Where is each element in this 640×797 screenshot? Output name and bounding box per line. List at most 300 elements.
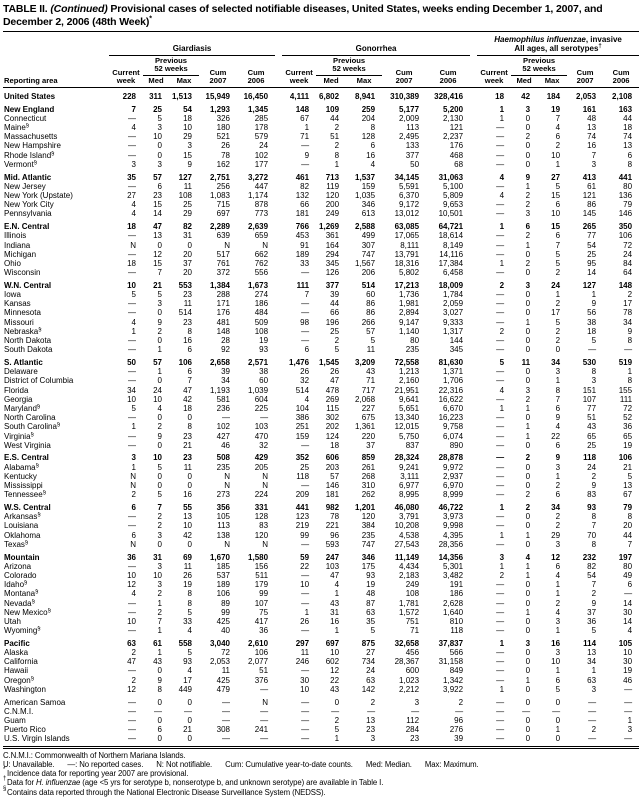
value-cell: 662 [254, 249, 269, 259]
value-cell: 10 [300, 580, 310, 590]
value-cell: 1,537 [355, 172, 376, 182]
value-cell: 14,116 [439, 249, 464, 259]
value-cell: 19 [183, 580, 192, 590]
value-cell: 0 [525, 413, 531, 423]
value-cell: 11 [300, 648, 310, 658]
column-spacer [275, 599, 282, 608]
value-cell: 3 [525, 385, 531, 395]
value-cell: 138 [216, 530, 230, 540]
value-cell: 0 [334, 697, 340, 707]
value-cell: 0 [525, 684, 531, 694]
value-cell: 220 [361, 431, 376, 441]
value-cell: 297 [295, 638, 310, 648]
value-cell: 0 [187, 471, 192, 481]
value-cell: 3 [131, 159, 136, 169]
value-cell: 177 [254, 159, 269, 169]
value-cell: 3 [627, 725, 633, 735]
value-cell: 136 [618, 191, 633, 200]
value-cell: 537 [216, 570, 230, 580]
value-cell: 33 [300, 258, 310, 268]
value-cell: — [301, 570, 310, 580]
value-cell: 0 [525, 521, 531, 531]
value-cell: 219 [295, 521, 310, 531]
column-spacer [470, 512, 477, 521]
value-cell: 26 [300, 616, 310, 626]
value-cell: 43 [366, 367, 376, 377]
value-cell: 3 [131, 453, 136, 463]
value-cell: 16 [366, 150, 376, 160]
value-cell: — [301, 666, 310, 676]
reporting-area-cell: Maine§ [4, 123, 30, 133]
value-cell: 481 [216, 317, 230, 327]
column-spacer [470, 694, 477, 707]
value-cell: — [128, 598, 136, 608]
table-row [3, 716, 639, 725]
value-cell: 1 [525, 240, 531, 250]
value-cell: 108 [405, 589, 420, 599]
value-cell: 51 [587, 413, 597, 423]
value-cell: — [128, 666, 136, 676]
value-cell: 1,083 [209, 191, 230, 200]
value-cell: 1,201 [355, 503, 376, 512]
value-cell: 1 [591, 666, 597, 676]
value-cell: 2 [157, 422, 162, 432]
column-spacer [470, 277, 477, 290]
column-spacer [275, 531, 282, 540]
value-cell: 20 [183, 268, 192, 278]
column-spacer [275, 114, 282, 123]
footnote-cnmi: C.N.M.I.: Commonwealth of Northern Mariana Islands. [3, 750, 186, 760]
value-cell: N [262, 697, 269, 707]
value-cell: — [128, 440, 136, 450]
value-cell: — [128, 431, 136, 441]
reporting-area-cell: Alabama§ [4, 462, 39, 472]
value-cell: N [130, 240, 136, 250]
table-row [3, 589, 639, 598]
value-cell: 2,937 [443, 471, 464, 481]
value-cell: 80 [410, 336, 420, 346]
value-cell: 1 [555, 159, 561, 169]
value-cell: — [128, 231, 136, 241]
value-cell: 206 [361, 268, 376, 278]
value-cell: 11 [183, 462, 192, 472]
table-row [3, 318, 639, 327]
value-cell: 553 [178, 280, 192, 290]
value-cell: 48 [366, 589, 376, 599]
value-cell: 16,622 [438, 394, 464, 404]
column-spacer [275, 299, 282, 308]
value-cell: 23 [183, 453, 192, 463]
value-cell: 10 [153, 132, 162, 142]
value-cell: 1,269 [319, 222, 340, 232]
value-cell: 1 [499, 561, 505, 571]
value-cell: 2 [525, 503, 531, 512]
value-cell: 2,610 [248, 638, 269, 648]
table-row [3, 626, 639, 635]
value-cell: — [588, 706, 597, 716]
value-cell: 49 [623, 570, 633, 580]
value-cell: 7 [157, 616, 162, 626]
reporting-area-cell: C.N.M.I. [4, 706, 34, 716]
value-cell: 26 [183, 570, 192, 580]
value-cell: 0 [157, 715, 162, 725]
value-cell: 86 [587, 200, 597, 210]
value-cell: 18 [495, 91, 505, 101]
value-cell: 27 [127, 191, 136, 200]
value-cell: 1 [525, 317, 531, 327]
value-cell: 1,572 [399, 607, 420, 617]
value-cell: 478 [325, 385, 340, 395]
value-cell: 581 [216, 394, 230, 404]
value-cell: 849 [449, 666, 464, 676]
column-spacer [470, 626, 477, 635]
table-row [3, 101, 639, 114]
value-cell: 558 [178, 638, 192, 648]
value-cell: 9,641 [399, 394, 420, 404]
value-cell: 70 [587, 530, 597, 540]
value-cell: — [260, 706, 269, 716]
column-spacer [470, 101, 477, 114]
value-cell: 0 [157, 539, 162, 549]
value-cell: 118 [296, 471, 310, 481]
value-cell: 132 [295, 191, 310, 200]
value-cell: 106 [178, 357, 192, 367]
value-cell: 0 [525, 336, 531, 346]
value-cell: 417 [254, 616, 269, 626]
column-spacer [275, 413, 282, 422]
value-cell: 13 [183, 512, 192, 522]
value-cell: 3 [555, 462, 561, 472]
table-row [3, 481, 639, 490]
value-cell: 268 [361, 471, 376, 481]
value-cell: 9 [555, 453, 561, 463]
value-cell: — [128, 268, 136, 278]
value-cell: 2 [157, 326, 162, 336]
value-cell: 470 [254, 431, 269, 441]
value-cell: 13,012 [394, 209, 420, 219]
value-cell: 164 [325, 240, 340, 250]
value-cell: 40 [221, 626, 230, 636]
value-cell: — [496, 607, 505, 617]
value-cell: 0 [525, 512, 531, 522]
value-cell: 21 [183, 440, 192, 450]
value-cell: 0 [525, 141, 531, 151]
value-cell: 19 [551, 104, 561, 114]
value-cell: 2 [591, 725, 597, 735]
value-cell: 74 [587, 132, 597, 142]
value-cell: 1 [316, 734, 346, 747]
value-cell: 51 [259, 666, 269, 676]
column-spacer [275, 327, 282, 336]
value-cell: 10 [153, 394, 162, 404]
value-cell: — [567, 734, 603, 747]
value-cell: — [496, 481, 505, 491]
reporting-area-cell: Wyoming§ [4, 626, 41, 636]
value-cell: — [128, 150, 136, 160]
value-cell: 6 [187, 345, 192, 355]
value-cell: 35 [127, 172, 136, 182]
value-cell: 2,212 [399, 684, 420, 694]
value-cell: — [496, 715, 505, 725]
table-row [3, 290, 639, 299]
value-cell: 0 [157, 440, 162, 450]
table-row [3, 308, 639, 317]
value-cell: 34 [551, 503, 561, 512]
value-cell: 14 [587, 268, 597, 278]
value-cell: — [624, 589, 633, 599]
value-cell: 29 [183, 132, 192, 142]
value-cell: 39 [330, 290, 340, 300]
value-cell: 67 [623, 490, 633, 500]
value-cell: 331 [254, 503, 269, 512]
value-cell: 82 [300, 181, 310, 191]
column-spacer [470, 160, 477, 169]
value-cell: 453 [295, 231, 310, 241]
value-cell: 111 [619, 394, 633, 404]
value-cell: 2 [525, 132, 531, 142]
value-cell: 5 [555, 181, 561, 191]
value-cell: 34 [623, 317, 633, 327]
value-cell: — [624, 684, 633, 694]
value-cell: 1 [499, 638, 505, 648]
value-cell: 1 [157, 345, 162, 355]
value-cell: 1 [555, 580, 561, 590]
value-cell: 24 [366, 666, 376, 676]
col-header-current-week: Current week [282, 55, 316, 88]
value-cell: 3,272 [248, 172, 269, 182]
title-text: Provisional cases of selected notifiable diseases, United States, weeks ending December 1, 2007, and December 2, 2006 (48th Week) [3, 3, 603, 28]
table-row [3, 571, 639, 580]
value-cell: N [262, 240, 269, 250]
value-cell: 28 [221, 336, 230, 346]
value-cell: 68 [454, 159, 464, 169]
value-cell: 0 [525, 123, 531, 133]
value-cell: 0 [525, 648, 531, 658]
value-cell: 1 [499, 113, 505, 123]
value-cell: 713 [325, 172, 340, 182]
reporting-area-cell: Florida [4, 385, 29, 395]
value-cell: 25 [587, 249, 597, 259]
value-cell: 2,068 [355, 394, 376, 404]
column-spacer [470, 734, 477, 747]
value-cell: 302 [325, 413, 340, 423]
value-cell: 24 [623, 249, 633, 259]
value-cell: — [624, 345, 633, 355]
value-cell: 13 [587, 648, 597, 658]
table-row [3, 169, 639, 182]
value-cell: 5,651 [399, 403, 420, 413]
value-cell: 9 [157, 675, 162, 685]
value-cell: 352 [295, 453, 310, 463]
value-cell: 57 [153, 172, 162, 182]
value-cell: — [260, 684, 269, 694]
value-cell: 5 [555, 258, 561, 268]
value-cell: 0 [187, 481, 192, 491]
value-cell: 7 [187, 376, 192, 386]
value-cell: 0 [157, 308, 162, 318]
value-cell: 310,389 [390, 91, 420, 101]
value-cell: 13 [366, 715, 376, 725]
column-spacer [470, 376, 477, 385]
value-cell: — [496, 453, 505, 463]
column-spacer [275, 367, 282, 376]
reporting-area-cell: Indiana [4, 240, 31, 250]
column-spacer [275, 512, 282, 521]
column-spacer [275, 318, 282, 327]
value-cell: 5,177 [399, 104, 420, 114]
value-cell: 14 [623, 598, 633, 608]
value-cell: 1 [555, 666, 561, 676]
reporting-area-cell: Nevada§ [4, 598, 35, 608]
value-cell: 16 [183, 490, 192, 500]
value-cell: 127 [178, 172, 192, 182]
value-cell: 23 [382, 734, 426, 747]
value-cell: 93 [259, 345, 269, 355]
value-cell: 449 [178, 684, 192, 694]
value-cell: 66 [330, 308, 340, 318]
column-spacer [275, 472, 282, 481]
table-title [3, 3, 638, 28]
column-spacer [470, 395, 477, 404]
value-cell: 27 [551, 172, 561, 182]
value-cell: 34 [551, 357, 561, 367]
value-cell: 32 [300, 376, 310, 386]
value-cell: 16 [587, 141, 597, 151]
value-cell: 2,495 [399, 132, 420, 142]
value-cell: 7 [591, 150, 597, 160]
value-cell: 102 [254, 150, 269, 160]
reporting-area-cell: United States [4, 91, 56, 101]
value-cell: 5 [157, 290, 162, 300]
column-spacer [275, 151, 282, 160]
value-cell: — [496, 317, 505, 327]
reporting-area-cell: New Hampshire [4, 141, 61, 151]
value-cell: 4 [131, 123, 136, 133]
value-cell: 163 [618, 104, 633, 114]
value-cell: 10 [127, 280, 136, 290]
value-cell: 120 [325, 191, 340, 200]
value-cell: 63 [366, 675, 376, 685]
value-cell: 9 [157, 431, 162, 441]
value-cell: 5 [555, 249, 561, 259]
column-spacer [275, 648, 282, 657]
value-cell: 441 [618, 172, 633, 182]
value-cell: 447 [254, 181, 269, 191]
value-cell: — [128, 336, 136, 346]
value-cell: 124 [325, 431, 340, 441]
value-cell: 376 [254, 675, 269, 685]
value-cell: 0 [525, 539, 531, 549]
value-cell: 99 [300, 530, 310, 540]
value-cell: 72 [623, 240, 633, 250]
value-cell: 429 [254, 453, 269, 463]
value-cell: 1,781 [399, 598, 420, 608]
column-spacer [470, 219, 477, 232]
value-cell: 59 [300, 552, 310, 562]
column-spacer [275, 463, 282, 472]
value-cell: 4 [525, 552, 531, 562]
column-spacer [275, 395, 282, 404]
value-cell: 13 [153, 231, 162, 241]
value-cell: 13 [587, 123, 597, 133]
value-cell: 1 [525, 181, 531, 191]
value-cell: 717 [361, 385, 376, 395]
value-cell: 84 [623, 258, 633, 268]
reporting-area-cell: Nebraska§ [4, 326, 42, 336]
value-cell: 1 [555, 471, 561, 481]
value-cell: 18 [587, 326, 597, 336]
column-spacer [275, 88, 282, 101]
reporting-area-cell: Utah [4, 616, 21, 626]
value-cell: 98 [300, 317, 310, 327]
value-cell: 1,140 [399, 326, 420, 336]
value-cell: — [301, 326, 310, 336]
value-cell: 6,458 [443, 268, 464, 278]
column-spacer [275, 549, 282, 562]
column-spacer [470, 481, 477, 490]
value-cell: 9 [157, 317, 162, 327]
value-cell: 103 [254, 422, 269, 432]
reporting-area-cell: Pennsylvania [4, 209, 52, 219]
reporting-area-cell: Pacific [4, 638, 30, 648]
value-cell: 23 [153, 191, 162, 200]
column-spacer [275, 259, 282, 268]
column-spacer [470, 250, 477, 259]
value-cell: 18 [127, 222, 136, 232]
value-cell: 1 [499, 684, 505, 694]
value-cell: 221 [325, 521, 340, 531]
value-cell: 34 [587, 657, 597, 667]
reporting-area-cell: Colorado [4, 570, 37, 580]
value-cell: 5 [187, 648, 192, 658]
value-cell: 113 [217, 521, 230, 531]
value-cell: — [128, 345, 136, 355]
value-cell: 1,706 [443, 376, 464, 386]
column-spacer [470, 472, 477, 481]
value-cell: — [301, 626, 310, 636]
reporting-area-cell: Alaska [4, 648, 29, 658]
table-row [3, 376, 639, 385]
value-cell: 6 [131, 503, 136, 512]
table-row [3, 268, 639, 277]
value-cell: 5 [131, 403, 136, 413]
table-row [3, 413, 639, 422]
table-row [3, 580, 639, 589]
value-cell: — [552, 706, 561, 716]
table-row [3, 386, 639, 395]
value-cell: 28,356 [438, 539, 464, 549]
value-cell: 77 [587, 403, 597, 413]
value-cell: 26 [330, 367, 340, 377]
value-cell: 4,538 [399, 530, 420, 540]
column-spacer [275, 200, 282, 209]
column-spacer [470, 432, 477, 441]
value-cell: 151 [582, 385, 597, 395]
value-cell: 6,977 [399, 481, 420, 491]
value-cell: — [282, 734, 316, 747]
value-cell: 519 [618, 357, 633, 367]
value-cell: 52 [623, 413, 633, 423]
value-cell: 1 [555, 626, 561, 636]
col-header-cum-2007: Cum 2007 [382, 55, 426, 88]
column-spacer [275, 219, 282, 232]
value-cell: 2 [525, 191, 531, 200]
value-cell: 1,784 [443, 290, 464, 300]
value-cell: 108 [254, 326, 269, 336]
value-cell: 178 [254, 123, 269, 133]
value-cell: — [301, 598, 310, 608]
table-row [3, 327, 639, 336]
